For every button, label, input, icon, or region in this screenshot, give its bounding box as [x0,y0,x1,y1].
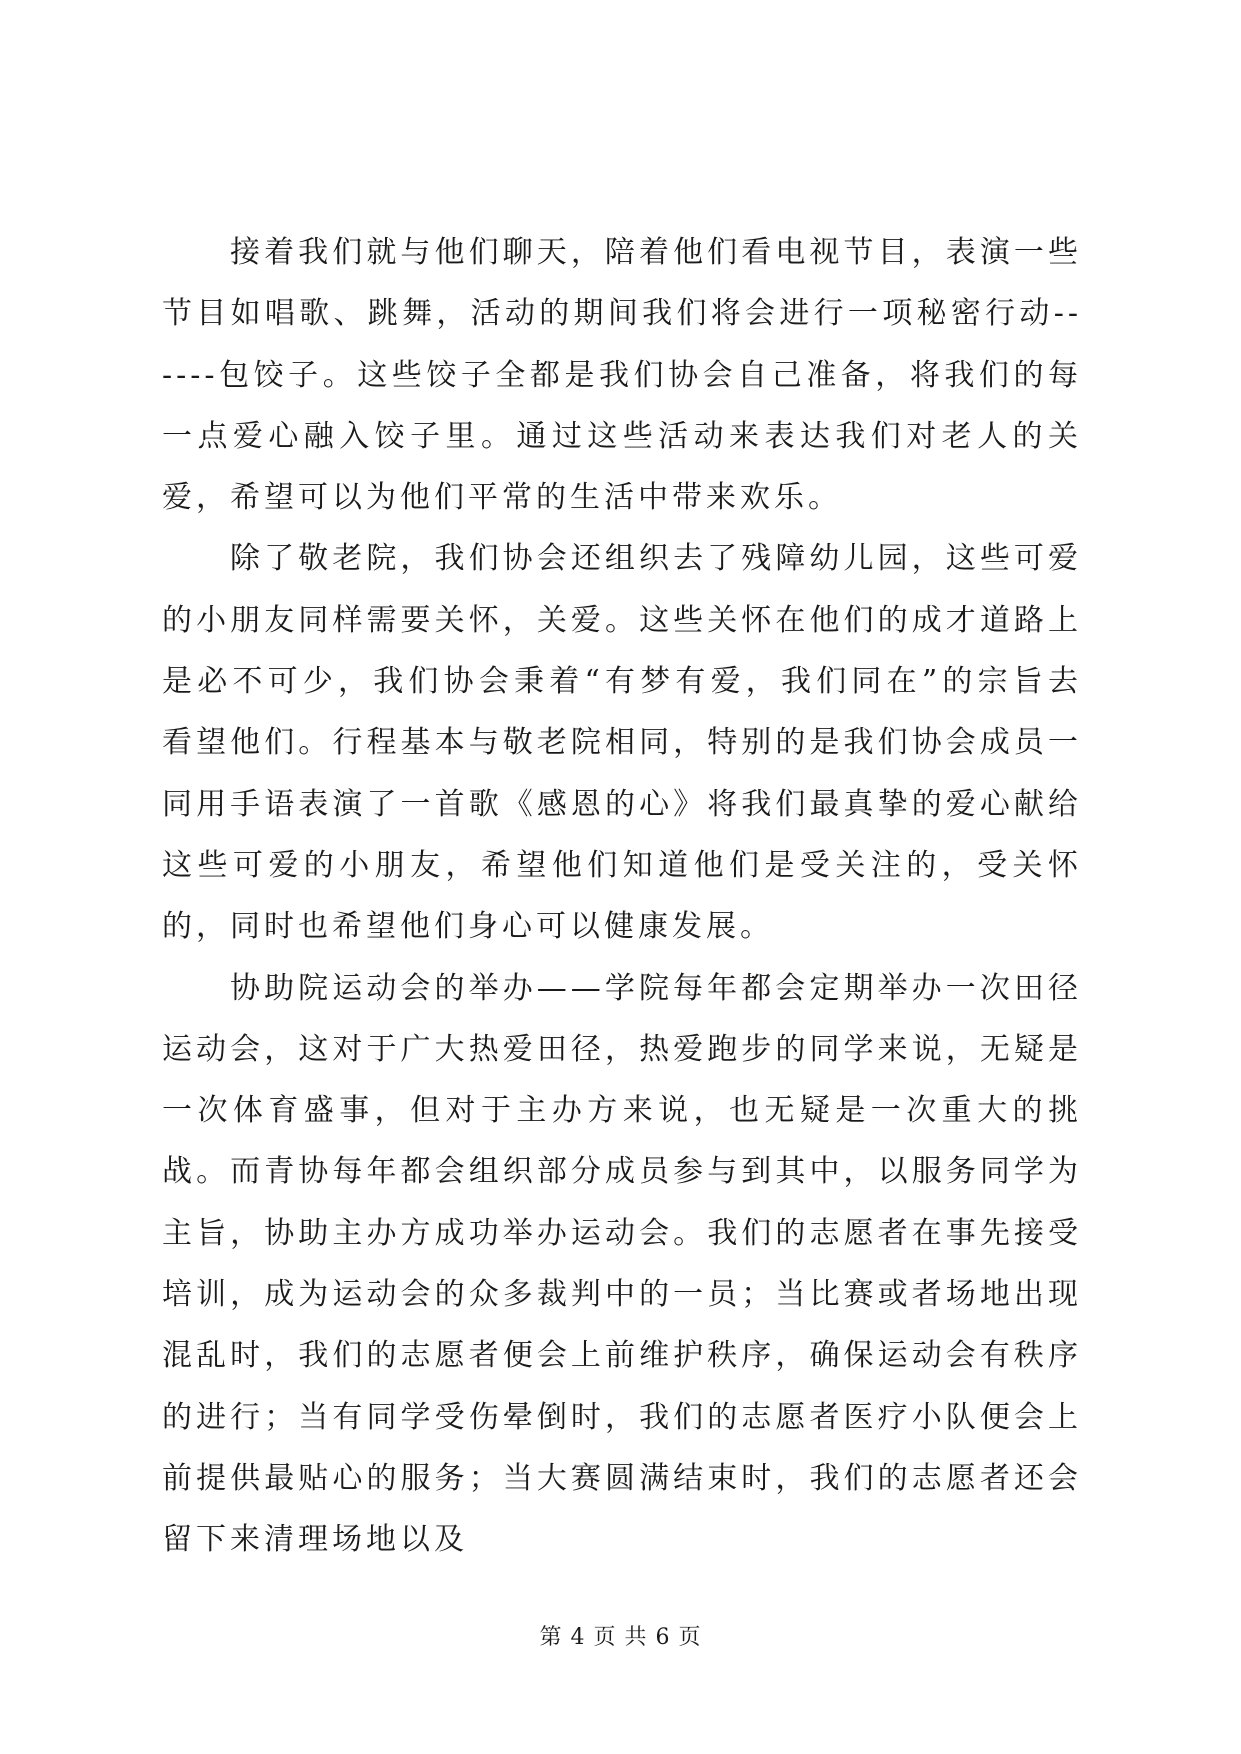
paragraph-sports-meeting: 协助院运动会的举办——学院每年都会定期举办一次田径运动会，这对于广大热爱田径，热爱跑步的同学来说，无疑是一次体育盛事，但对于主办方来说，也无疑是一次重大的挑战。而青协每年都会组织部分成员参与到其中，以服务同学为主旨，协助主办方成功举办运动会。我们的志愿者在事先接受培训，成为运动会的众多裁判中的一员；当比赛或者场地出现混乱时，我们的志愿者便会上前维护秩序，确保运动会有秩序的进行；当有同学受伤晕倒时，我们的志愿者医疗小队便会上前提供最贴心的服务；当大赛圆满结束时，我们的志愿者还会留下来清理场地以及 [162,970,1082,1558]
paragraph-visit-elderly-home: 接着我们就与他们聊天，陪着他们看电视节目，表演一些节目如唱歌、跳舞，活动的期间我们将会进行一项秘密行动------包饺子。这些饺子全都是我们协会自己准备，将我们的每一点爱心融入饺子里。通过这些活动来表达我们对老人的关爱，希望可以为他们平常的生活中带来欢乐。 [162,235,1082,516]
paragraph-visit-kindergarten: 除了敬老院，我们协会还组织去了残障幼儿园，这些可爱的小朋友同样需要关怀，关爱。这些关怀在他们的成才道路上是必不可少，我们协会秉着“有梦有爱，我们同在”的宗旨去看望他们。行程基本与敬老院相同，特别的是我们协会成员一同用手语表演了一首歌《感恩的心》将我们最真挚的爱心献给这些可爱的小朋友，希望他们知道他们是受关注的，受关怀的，同时也希望他们身心可以健康发展。 [162,541,1082,945]
page-footer: 第 4 页 共 6 页 [539,1625,702,1650]
document-body [162,222,1082,1571]
